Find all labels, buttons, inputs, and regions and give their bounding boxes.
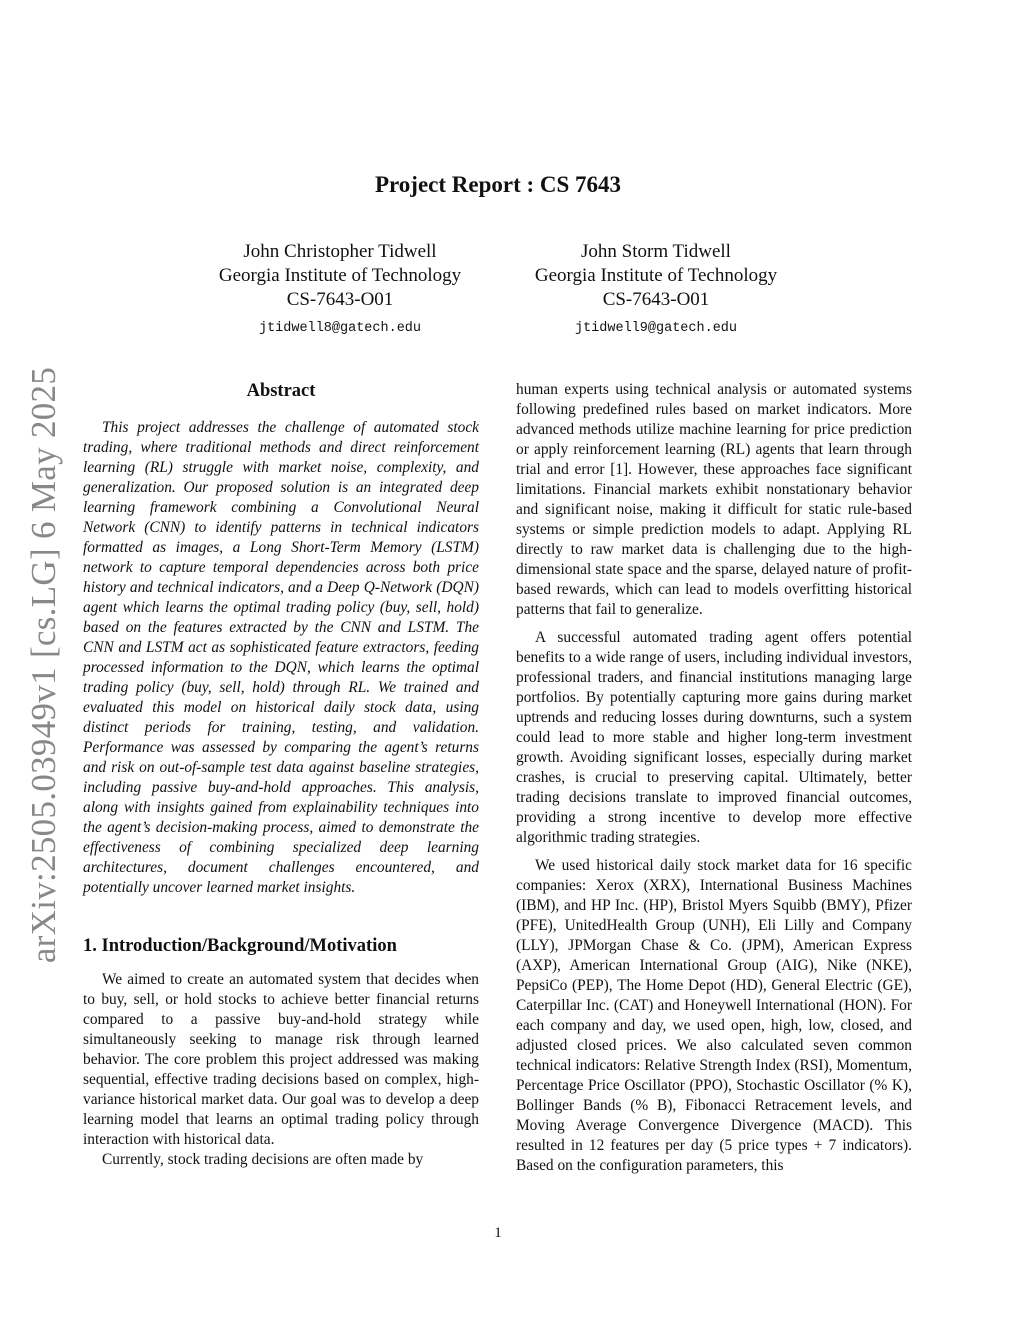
author-affiliation: Georgia Institute of Technology: [218, 265, 462, 286]
paragraph: A successful automated trading agent offers potential benefits to a wide range of users, including individual investors, professional traders, and financial institutions managing large portfolios. By potentially capturing more gains during market uptrends and reducing losses during downturns, such a system could lead to more stable and higher long-term investment growth. Avoiding significant losses, especially during market crashes, is crucial to preserving capital. Ultimately, better trading decisions translate to improved financial outcomes, providing a strong incentive to develop more effective algorithmic trading strategies.: [516, 629, 912, 846]
author-name: John Christopher Tidwell: [243, 241, 437, 262]
author-block-2: [496, 240, 816, 341]
author-name: John Storm Tidwell: [581, 241, 731, 262]
abstract-heading: Abstract: [246, 381, 316, 401]
author-course: CS-7643-O01: [602, 289, 710, 310]
author-email: jtidwell8@gatech.edu: [258, 321, 422, 336]
author-email: jtidwell9@gatech.edu: [574, 321, 738, 336]
abstract-text: This project addresses the challenge of automated stock trading, where traditional methods and direct reinforcement learning (RL) struggle with market noise, complexity, and generalization. Our proposed solution is an integrated deep learning framework combining a Convolutional Neural Network (CNN) to identify patterns in technical indicators formatted as images, a Long Short-Term Memory (LSTM) network to capture temporal dependencies across both price history and technical indicators, and a Deep Q-Network (DQN) agent which learns the optimal trading policy (buy, sell, hold) based on the features extracted by the CNN and LSTM. The CNN and LSTM act as sophisticated feature extractors, feeding processed information to the DQN, which learns the optimal trading policy (buy, sell, hold) through RL. We trained and evaluated this model on historical daily stock data, using distinct periods for training, testing, and validation. Performance was assessed by comparing the agent’s returns and risk on out-of-sample test data against baseline strategies, including passive buy-and-hold approaches. This analysis, along with insights gained from explainability techniques into the agent’s decision-making process, aimed to demonstrate the effectiveness of combining specialized deep learning architectures, document challenges encountered, and potentially uncover learned market insights.: [83, 419, 479, 896]
arxiv-stamp-text: arXiv:2505.03949v1 [cs.LG] 6 May 2025: [24, 366, 63, 964]
author-course: CS-7643-O01: [286, 289, 394, 310]
section-heading: 1. Introduction/Background/Motivation: [83, 936, 397, 956]
paragraph: human experts using technical analysis or automated systems following predefined rules based on market indicators. More advanced methods utilize machine learning for price prediction or apply reinforcement learning (RL) agents that learn through trial and error [1]. However, these approaches face significant limitations. Financial markets exhibit nonstationary behavior and significant noise, making it difficult for static rule-based systems or simple prediction models to adapt. Applying RL directly to raw market data is challenging due to the high-dimensional state space and the sparse, delayed nature of profit-based rewards, which can lead to models overfitting historical patterns that fail to generalize.: [516, 381, 912, 618]
author-block-1: [180, 240, 500, 341]
paragraph: We used historical daily stock market data for 16 specific companies: Xerox (XRX), International Business Machines (IBM), and HP Inc. (HP), Bristol Myers Squibb (BMY), Pfizer (PFE), UnitedHealth Group (UNH), Eli Lilly and Company (LLY), JPMorgan Chase & Co. (JPM), American Express (AXP), American International Group (AIG), Nike (NKE), PepsiCo (PEP), The Home Depot (HD), General Electric (GE), Caterpillar Inc. (CAT) and Honeywell International (HON). For each company and day, we used open, high, low, closed, and adjusted closed prices. We also calculated seven common technical indicators: Relative Strength Index (RSI), Momentum, Percentage Price Oscillator (PPO), Stochastic Oscillator (% K), Bollinger Bands (% B), Fibonacci Retracement levels, and Moving Average Convergence Divergence (MACD). This resulted in 12 features per day (5 price types + 7 indicators). Based on the configuration parameters, this: [516, 857, 912, 1174]
paragraph: We aimed to create an automated system that decides when to buy, sell, or hold stocks to achieve better financial returns compared to a passive buy-and-hold strategy while simultaneously seeking to manage risk through learned behavior. The core problem this project addressed was making sequential, effective trading decisions based on complex, high-variance historical market data. Our goal was to develop a deep learning model that learns an optimal trading policy through interaction with historical data.: [83, 971, 479, 1148]
paper-title: Project Report : CS 7643: [374, 172, 622, 197]
right-column: [516, 380, 912, 1176]
page-number: 1: [494, 1225, 502, 1241]
author-affiliation: Georgia Institute of Technology: [534, 265, 778, 286]
left-column: [83, 380, 479, 1170]
paragraph: Currently, stock trading decisions are often made by: [102, 1151, 424, 1168]
